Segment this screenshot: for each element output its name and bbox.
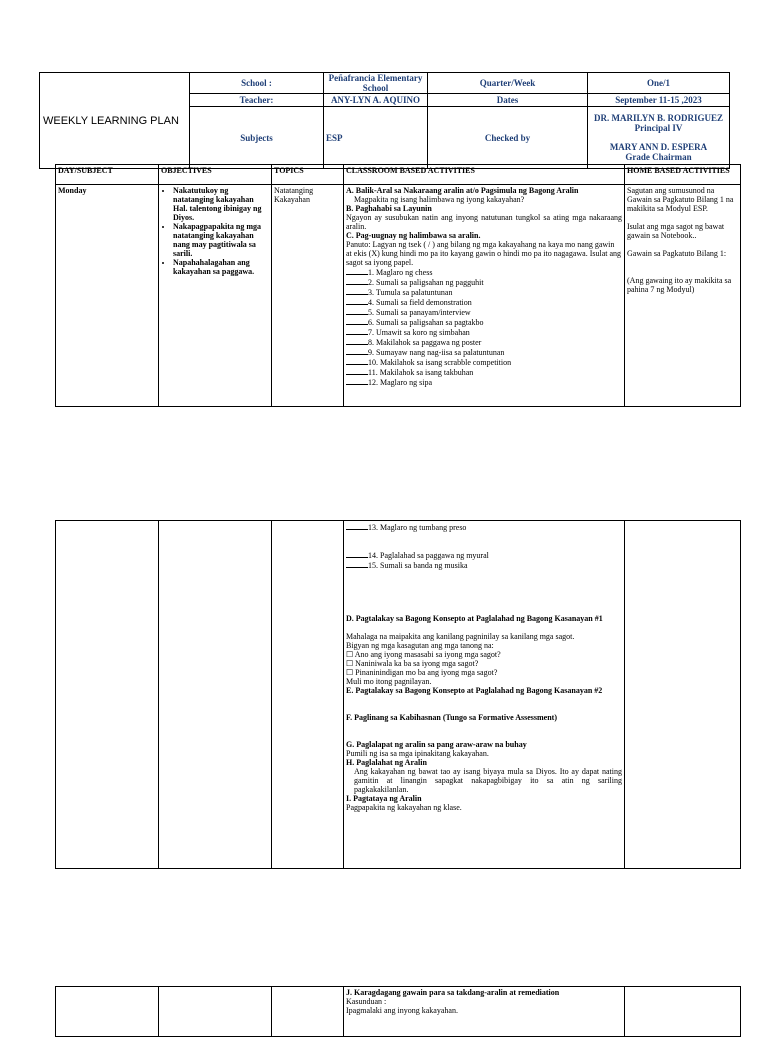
section-i-title: I. Pagtataya ng Aralin (346, 794, 422, 803)
section-j-text: Ipagmalaki ang inyong kakayahan. (346, 1006, 458, 1015)
section-d-text: Bigyan ng mga kasagutan ang mga tanong na: (346, 641, 494, 650)
classroom-cell (344, 521, 625, 869)
section-d-title: D. Pagtalakay sa Bagong Konsepto at Paglalahad ng Bagong Kasanayan #1 (346, 614, 603, 623)
checklist-item: 14. Paglalahad sa paggawa ng myural (346, 550, 622, 560)
section-a-title: A. Balik-Aral sa Nakaraang aralin at/o Pagsimula ng Bagong Aralin (346, 186, 579, 195)
home-cell (625, 185, 741, 407)
col-topics: TOPICS (272, 165, 344, 185)
topic-cell: Natatanging Kakayahan (272, 185, 344, 407)
checker1-name: DR. MARILYN B. RODRIGUEZ (594, 113, 723, 123)
home-cell-empty (625, 987, 741, 1037)
school-label: School : (190, 73, 324, 94)
objectives-cell-empty (159, 987, 272, 1037)
checkbox-icon: ☐ (346, 650, 354, 659)
lesson-table-page1 (55, 164, 741, 407)
checker2-title: Grade Chairman (625, 152, 692, 162)
teacher-value: ANY-LYN A. AQUINO (324, 94, 428, 107)
checklist-item: 11. Makilahok sa isang takbuhan (346, 367, 622, 377)
objective-item: • Nakapagpapakita ng mga natatanging kakayahan nang may pagtitiwala sa sarili. (173, 222, 269, 258)
plan-title: WEEKLY LEARNING PLAN (40, 73, 190, 169)
section-g-title: G. Paglalapat ng aralin sa pang araw-araw na buhay (346, 740, 527, 749)
checklist-item: 1. Maglaro ng chess (346, 267, 622, 277)
header-table (39, 72, 730, 169)
school-value: Peñafrancia Elementary School (324, 73, 428, 94)
section-b-title: B. Paghahabi sa Layunin (346, 204, 432, 213)
checklist-item: 5. Sumali sa panayam/interview (346, 307, 622, 317)
quarter-label: Quarter/Week (428, 73, 588, 94)
lesson-table-page3 (55, 986, 741, 1037)
home-cell-empty (625, 521, 741, 869)
day-cell: Monday (56, 185, 159, 407)
col-day: DAY/SUBJECT (56, 165, 159, 185)
question-item: ☐ Pinaninindigan mo ba ang iyong mga sagot? (346, 668, 498, 677)
home-text: Isulat ang mga sagot ng bawat gawain sa Notebook.. (627, 222, 725, 240)
checkbox-icon: ☐ (346, 668, 354, 677)
section-j-title: J. Karagdagang gawain para sa takdang-aralin at remediation (346, 988, 560, 997)
dates-label: Dates (428, 94, 588, 107)
section-f-title: F. Paglinang sa Kabihasnan (Tungo sa Formative Assessment) (346, 713, 557, 722)
subjects-label: Subjects (190, 107, 324, 169)
lesson-table-page2 (55, 520, 741, 869)
checklist-item: 15. Sumali sa banda ng musika (346, 560, 622, 570)
checklist-item: 7. Umawit sa koro ng simbahan (346, 327, 622, 337)
col-classroom: CLASSROOM BASED ACTIVITIES (344, 165, 625, 185)
section-a-text: Magpakita ng isang halimbawa ng iyong kakayahan? (354, 195, 525, 204)
classroom-cell (344, 987, 625, 1037)
section-j-text: Kasunduan : (346, 997, 387, 1006)
dates-value: September 11-15 ,2023 (588, 94, 730, 107)
checklist-item: 8. Makilahok sa paggawa ng poster (346, 337, 622, 347)
checklist-item: 2. Sumali sa paligsahan ng pagguhit (346, 277, 622, 287)
home-text: Gawain sa Pagkatuto Bilang 1: (627, 249, 727, 258)
topic-cell-empty (272, 521, 344, 869)
question-item: ☐ Naniniwala ka ba sa iyong mga sagot? (346, 659, 479, 668)
day-cell-empty (56, 521, 159, 869)
section-h-title: H. Paglalahat ng Aralin (346, 758, 427, 767)
home-text: Sagutan ang sumusunod na Gawain sa Pagkatuto Bilang 1 na makikita sa Modyul ESP. (627, 186, 734, 213)
section-b-text: Ngayon ay susubukan natin ang inyong natutunan tungkol sa ating mga nakaraang aralin. (346, 213, 622, 231)
checklist-item: 10. Makilahok sa isang scrabble competition (346, 357, 622, 367)
col-objectives: OBJECTIVES (159, 165, 272, 185)
checked-by-block (588, 107, 730, 169)
objective-item: • Napahahalagahan ang kakayahan sa paggawa. (173, 258, 269, 276)
col-home: HOME BASED ACTIVITIES (625, 165, 741, 185)
section-e-title: E. Pagtalakay sa Bagong Konsepto at Paglalahad ng Bagong Kasanayan #2 (346, 686, 603, 695)
section-i-text: Pagpapakita ng kakayahan ng klase. (346, 803, 462, 812)
home-text: (Ang gawaing ito ay makikita sa pahina 7 ng Modyul) (627, 276, 732, 294)
question-item: ☐ Ano ang iyong masasabi sa iyong mga sagot? (346, 650, 501, 659)
objectives-cell (159, 185, 272, 407)
section-h-text: Ang kakayahan ng bawat tao ay isang biyaya mula sa Diyos. Ito ay dapat nating gamitin at linangin sapagkat nakapagbibigay ito sa atin ng sariling pagkakakilanlan. (354, 767, 622, 794)
section-d-text: Muli mo itong pagnilayan. (346, 677, 432, 686)
checkbox-icon: ☐ (346, 659, 354, 668)
day-cell-empty (56, 987, 159, 1037)
checklist-item: 3. Tumula sa palatuntunan (346, 287, 622, 297)
quarter-value: One/1 (588, 73, 730, 94)
checklist-item: 12. Maglaro ng sipa (346, 377, 622, 387)
checklist-item: 4. Sumali sa field demonstration (346, 297, 622, 307)
subjects-value: ESP (324, 107, 428, 169)
objectives-cell-empty (159, 521, 272, 869)
checker1-title: Principal IV (634, 123, 683, 133)
checklist-item: 6. Sumali sa paligsahan sa pagtakbo (346, 317, 622, 327)
objective-item: • Nakatutukoy ng natatanging kakayahan Hal. talentong ibinigay ng Diyos. (173, 186, 269, 222)
checklist-item: 13. Maglaro ng tumbang preso (346, 522, 622, 532)
checklist-item: 9. Sumayaw nang nag-iisa sa palatuntunan (346, 347, 622, 357)
section-c-text: Panuto: Lagyan ng tsek ( / ) ang bilang ng mga kakayahang na kaya mo nang gawin at ekis (X) kung hindi mo pa ito kayang gawin o hindi mo pa ito nagagawa. Isulat ang sagot sa iyong papel. (346, 240, 622, 267)
classroom-cell (344, 185, 625, 407)
topic-cell-empty (272, 987, 344, 1037)
checked-label: Checked by (428, 107, 588, 169)
teacher-label: Teacher: (190, 94, 324, 107)
section-c-title: C. Pag-uugnay ng halimbawa sa aralin. (346, 231, 481, 240)
section-g-text: Pumili ng isa sa mga ipinakitang kakayahan. (346, 749, 489, 758)
section-d-text: Mahalaga na maipakita ang kanilang pagninilay sa kanilang mga sagot. (346, 632, 575, 641)
checker2-name: MARY ANN D. ESPERA (609, 142, 708, 152)
